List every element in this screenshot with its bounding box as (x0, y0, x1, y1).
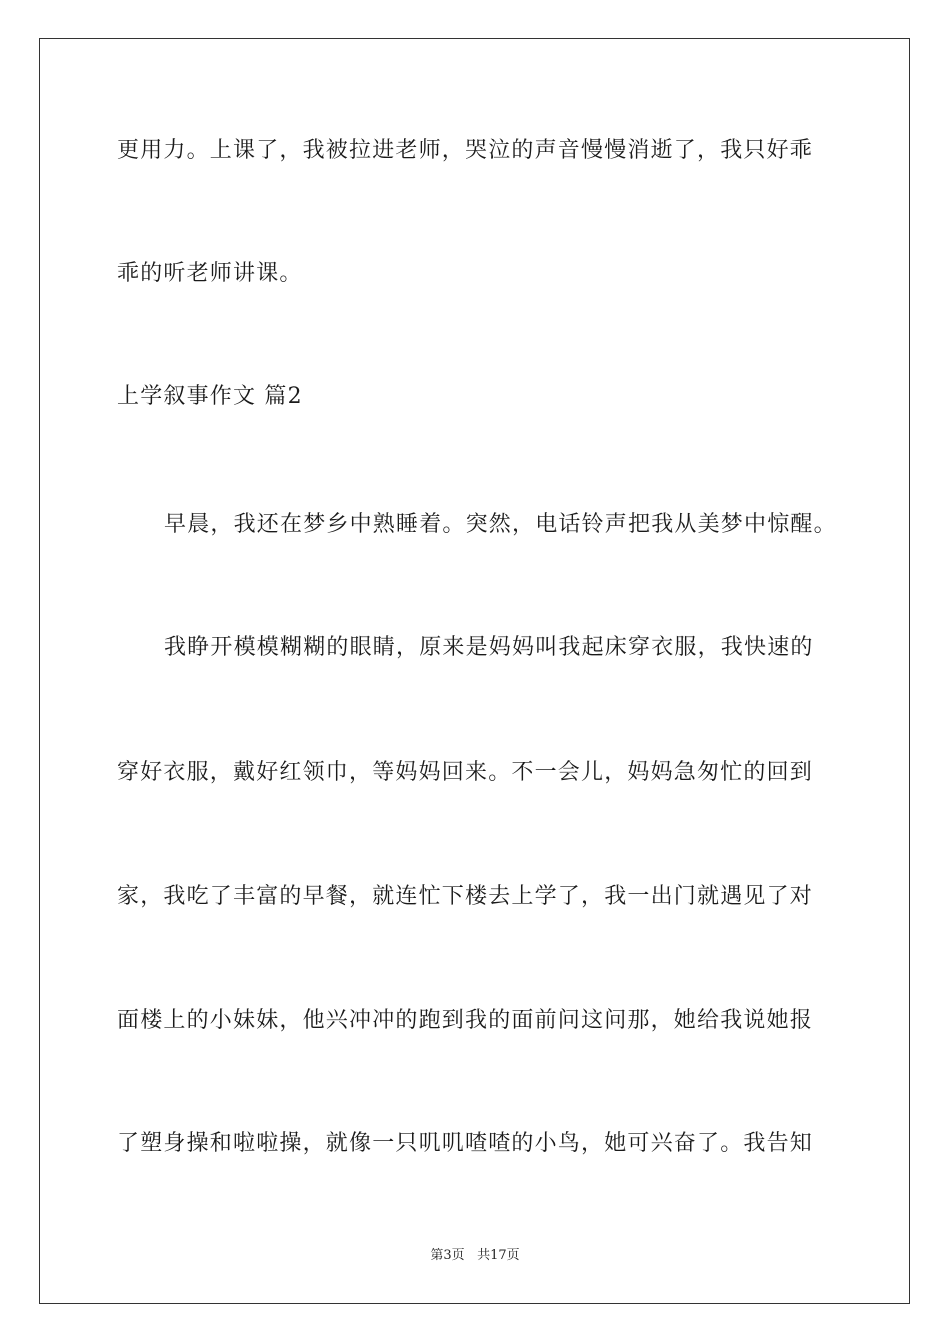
paragraph-line: 了塑身操和啦啦操，就像一只叽叽喳喳的小鸟，她可兴奋了。我告知 (117, 1131, 814, 1156)
paragraph-line: 穿好衣服，戴好红领巾，等妈妈回来。不一会儿，妈妈急匆忙的回到 (117, 760, 814, 785)
section-heading: 上学叙事作文 篇2 (117, 384, 303, 409)
paragraph-line: 面楼上的小妹妹，他兴冲冲的跑到我的面前问这问那，她给我说她报 (117, 1008, 814, 1033)
paragraph-line: 我睁开模模糊糊的眼睛，原来是妈妈叫我起床穿衣服，我快速的 (164, 635, 814, 660)
paragraph-line: 更用力。上课了，我被拉进老师，哭泣的声音慢慢消逝了，我只好乖 (117, 138, 814, 163)
page-border (39, 38, 910, 1304)
paragraph-line: 家，我吃了丰富的早餐，就连忙下楼去上学了，我一出门就遇见了对 (117, 884, 814, 909)
paragraph-line: 早晨，我还在梦乡中熟睡着。突然，电话铃声把我从美梦中惊醒。 (164, 512, 837, 537)
page-footer (0, 1247, 950, 1265)
page-total: 共17页 (477, 1248, 520, 1263)
paragraph-line: 乖的听老师讲课。 (117, 261, 303, 286)
page-number: 第3页 (430, 1248, 465, 1263)
